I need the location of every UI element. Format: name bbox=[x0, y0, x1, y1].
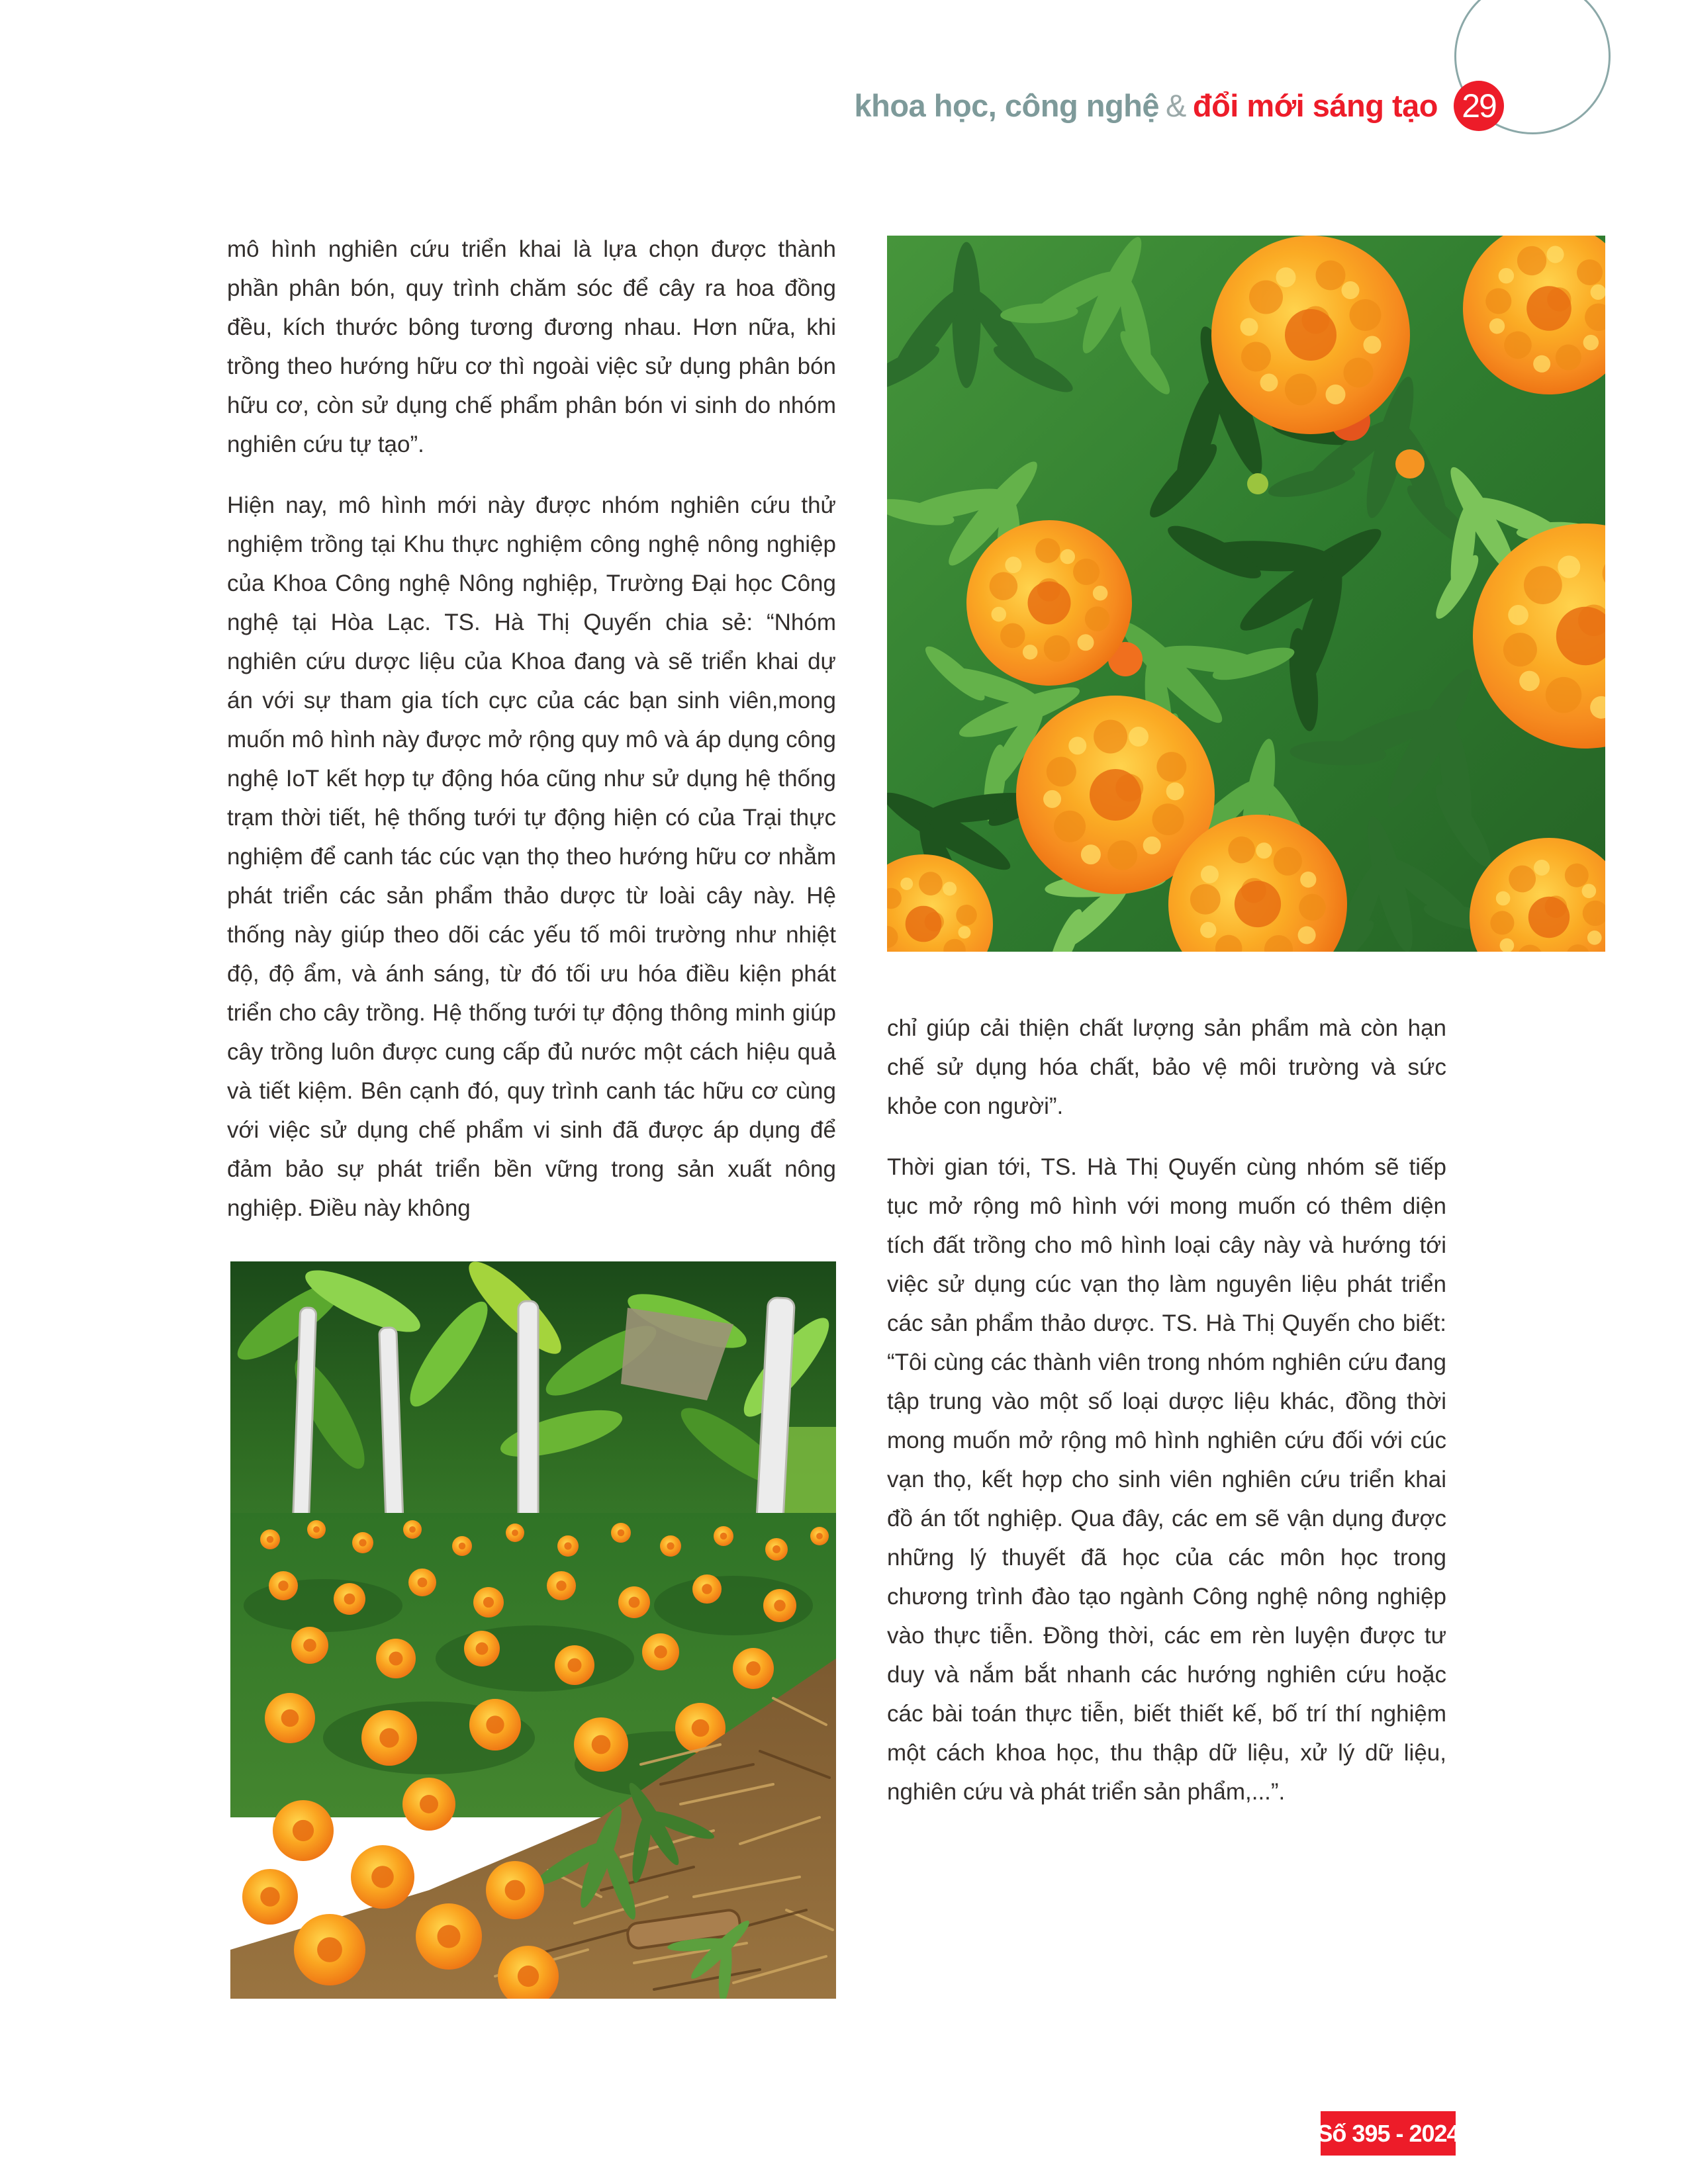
footer-issue-badge bbox=[1317, 2111, 1460, 2156]
page-number: 29 bbox=[1462, 87, 1496, 124]
page-number-badge bbox=[1454, 81, 1504, 131]
header-title-red: đổi mới sáng tạo bbox=[1192, 88, 1438, 123]
header-title-teal: khoa học, công nghệ bbox=[854, 88, 1160, 123]
issue-label: Số 395 - 2024 bbox=[1317, 2119, 1460, 2147]
article-right-column bbox=[887, 1009, 1446, 1811]
header-ampersand: & bbox=[1166, 88, 1186, 123]
marigold-field-photo bbox=[230, 1261, 836, 1999]
article-left-column bbox=[227, 230, 836, 1228]
article-paragraph: chỉ giúp cải thiện chất lượng sản phẩm mà còn hạn chế sử dụng hóa chất, bảo vệ môi trường và sức khỏe con người”. bbox=[887, 1015, 1446, 1119]
article-paragraph: mô hình nghiên cứu triển khai là lựa chọn được thành phần phân bón, quy trình chăm sóc để cây ra hoa đồng đều, kích thước bông tương đương nhau. Hơn nữa, khi trồng theo hướng hữu cơ thì ngoài việc sử dụng phân bón hữu cơ, còn sử dụng chế phẩm phân bón vi sinh do nhóm nghiên cứu tự tạo”. bbox=[227, 236, 836, 457]
article-paragraph: Hiện nay, mô hình mới này được nhóm nghiên cứu thử nghiệm trồng tại Khu thực nghiệm công nghệ nông nghiệp của Khoa Công nghệ Nông nghiệp, Trường Đại học Công nghệ tại Hòa Lạc. TS. Hà Thị Quyến chia sẻ: “Nhóm nghiên cứu dược liệu của Khoa đang và sẽ triển khai dự án với sự tham gia tích cực của các bạn sinh viên,mong muốn mô hình này được mở rộng quy mô và áp dụng công nghệ IoT kết hợp tự động hóa cũng như sử dụng hệ thống trạm thời tiết, hệ thống tưới tự động hiện có của Trại thực nghiệm để canh tác cúc vạn thọ theo hướng hữu cơ nhằm phát triển các sản phẩm thảo dược từ loài cây này. Hệ thống này giúp theo dõi các yếu tố môi trường như nhiệt độ, độ ẩm, và ánh sáng, từ đó tối ưu hóa điều kiện phát triển cho cây trồng. Hệ thống tưới tự động thông minh giúp cây trồng luôn được cung cấp đủ nước một cách hiệu quả và tiết kiệm. Bên cạnh đó, quy trình canh tác hữu cơ cùng với việc sử dụng chế phẩm vi sinh đã được áp dụng để đảm bảo sự phát triển bền vững trong sản xuất nông nghiệp. Điều này không bbox=[227, 492, 836, 1221]
page-header bbox=[854, 87, 1438, 124]
marigold-flowers-closeup-photo bbox=[887, 236, 1605, 952]
article-paragraph: Thời gian tới, TS. Hà Thị Quyến cùng nhóm sẽ tiếp tục mở rộng mô hình với mong muốn có thêm diện tích đất trồng cho mô hình loại cây này và hướng tới việc sử dụng cúc vạn thọ làm nguyên liệu phát triển các sản phẩm thảo dược. TS. Hà Thị Quyến cho biết: “Tôi cùng các thành viên trong nhóm nghiên cứu đang tập trung vào một số loại dược liệu khác, đồng thời mong muốn mở rộng mô hình nghiên cứu đối với cúc vạn thọ, kết hợp cho sinh viên nghiên cứu triển khai đồ án tốt nghiệp. Qua đây, các em sẽ vận dụng được những lý thuyết đã học của các môn học trong chương trình đào tạo ngành Công nghệ nông nghiệp vào thực tiễn. Đồng thời, các em rèn luyện được tư duy và nắm bắt nhanh các hướng nghiên cứu hoặc các bài toán thực tiễn, biết thiết kế, bố trí thí nghiệm một cách khoa học, thu thập dữ liệu, xử lý dữ liệu, nghiên cứu và phát triển sản phẩm,...”. bbox=[887, 1154, 1446, 1805]
